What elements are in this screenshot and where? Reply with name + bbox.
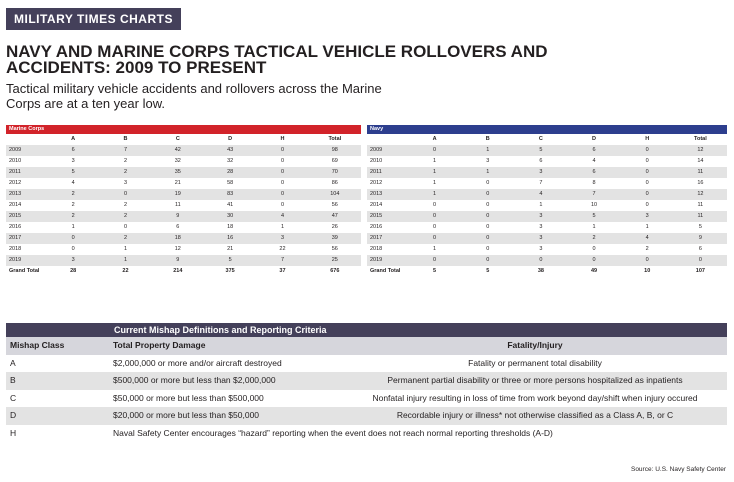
value-cell: 18	[227, 224, 234, 230]
source-note: Source: U.S. Navy Safety Center	[630, 466, 726, 473]
mishap-class-cell: A	[10, 357, 16, 368]
fatality-injury-cell: Recordable injury or illness* not otherwise classified as a Class A, B, or C	[343, 407, 727, 425]
grand-total-cell: 49	[590, 268, 598, 274]
value-cell: 2	[567, 233, 620, 244]
value-cell: 0	[408, 211, 461, 222]
value-cell: 2	[123, 158, 128, 164]
value-cell: 32	[227, 158, 234, 164]
value-cell: 1	[71, 224, 75, 230]
value-cell: 98	[309, 145, 361, 156]
value-cell: 21	[174, 180, 181, 186]
value-cell: 0	[461, 189, 514, 200]
value-cell: 2	[645, 246, 649, 252]
value-cell: 6	[47, 145, 99, 156]
value-cell: 42	[152, 145, 204, 156]
value-cell: 1	[408, 167, 461, 178]
value-cell: 4	[256, 211, 308, 222]
table-row	[6, 178, 361, 189]
value-cell: 86	[331, 180, 338, 186]
definitions-title-bar	[6, 323, 727, 337]
year-cell: 2018	[370, 246, 383, 252]
year-cell: 2011	[6, 167, 47, 178]
table-row	[367, 167, 727, 178]
value-cell: 6	[567, 145, 620, 156]
column-header: B	[485, 136, 490, 142]
value-cell: 19	[152, 189, 204, 200]
mishap-class-cell: D	[6, 407, 113, 425]
definitions-header-row	[6, 337, 727, 355]
value-cell: 0	[621, 145, 674, 156]
value-cell: 7	[99, 145, 151, 156]
year-cell: 2016	[9, 224, 22, 230]
value-cell: 3	[256, 233, 308, 244]
grand-total-row	[367, 266, 727, 277]
value-cell: 11	[174, 202, 181, 208]
definition-row	[6, 407, 727, 425]
value-cell: 0	[461, 211, 514, 222]
header-mishap-class: Mishap Class	[6, 337, 113, 355]
value-cell: 0	[280, 158, 284, 164]
value-cell: 0	[256, 145, 308, 156]
value-cell: 56	[331, 202, 338, 208]
value-cell: 28	[204, 167, 256, 178]
brand-label: MILITARY TIMES CHARTS	[6, 8, 181, 30]
value-cell: 83	[204, 189, 256, 200]
table-row	[367, 178, 727, 189]
value-cell: 0	[514, 255, 567, 266]
mishap-class-cell: B	[6, 372, 113, 390]
column-header: C	[538, 136, 543, 142]
value-cell: 4	[71, 180, 75, 186]
grand-total-cell: 5	[486, 268, 490, 274]
value-cell: 3	[539, 224, 543, 230]
value-cell: 2	[123, 202, 128, 208]
value-cell: 4	[592, 158, 596, 164]
value-cell: 4	[621, 233, 674, 244]
grand-total-label: Grand Total	[9, 268, 40, 274]
table-row	[367, 233, 727, 244]
value-cell: 1	[123, 246, 128, 252]
table-row	[367, 222, 727, 233]
year-cell: 2012	[370, 180, 383, 186]
definitions-section	[6, 323, 727, 442]
value-cell: 5	[567, 211, 620, 222]
marine-corps-header: Marine Corps	[6, 125, 361, 134]
value-cell: 0	[123, 224, 128, 230]
value-cell: 0	[621, 167, 674, 178]
value-cell: 12	[674, 145, 727, 156]
year-cell: 2009	[367, 145, 408, 156]
value-cell: 9	[674, 233, 727, 244]
table-row	[6, 211, 361, 222]
value-cell: 0	[461, 233, 514, 244]
value-cell: 11	[674, 211, 727, 222]
value-cell: 0	[256, 167, 308, 178]
value-cell: 7	[256, 255, 308, 266]
value-cell: 3	[514, 211, 567, 222]
grand-total-cell: 38	[537, 268, 544, 274]
grand-total-cell: 107	[695, 268, 705, 274]
year-cell: 2009	[6, 145, 47, 156]
value-cell: 9	[152, 255, 204, 266]
grand-total-cell: 5	[433, 268, 437, 274]
value-cell: 1	[408, 189, 461, 200]
table-row	[367, 255, 727, 266]
value-cell: 1	[99, 255, 151, 266]
value-cell: 2	[99, 211, 151, 222]
grand-total-cell: 37	[279, 268, 286, 274]
year-cell: 2011	[367, 167, 408, 178]
value-cell: 2	[47, 189, 99, 200]
value-cell: 0	[592, 246, 596, 252]
column-header	[6, 134, 47, 145]
year-cell: 2013	[367, 189, 408, 200]
value-cell: 1	[592, 224, 596, 230]
value-cell: 1	[433, 246, 437, 252]
value-cell: 3	[514, 233, 567, 244]
column-header: A	[432, 136, 437, 142]
grand-total-cell: 28	[70, 268, 77, 274]
value-cell: 0	[47, 233, 99, 244]
column-header: A	[71, 136, 76, 142]
value-cell: 4	[514, 189, 567, 200]
value-cell: 8	[592, 180, 596, 186]
column-header: D	[228, 136, 233, 142]
value-cell: 0	[486, 224, 490, 230]
value-cell: 1	[461, 167, 514, 178]
value-cell: 0	[645, 202, 649, 208]
value-cell: 11	[674, 167, 727, 178]
value-cell: 0	[486, 246, 490, 252]
column-header: D	[592, 136, 597, 142]
table-row	[367, 211, 727, 222]
definition-row-h	[6, 425, 727, 443]
value-cell: 7	[539, 180, 543, 186]
grand-total-cell: 214	[173, 268, 183, 274]
value-cell: 16	[697, 180, 704, 186]
column-header: Total	[328, 136, 342, 142]
value-cell: 9	[152, 211, 204, 222]
value-cell: 5	[514, 145, 567, 156]
year-cell: 2018	[9, 246, 22, 252]
page-title: NAVY AND MARINE CORPS TACTICAL VEHICLE ROLLOVERS AND ACCIDENTS: 2009 TO PRESENT	[6, 42, 548, 77]
value-cell: 6	[539, 158, 543, 164]
value-cell: 3	[47, 255, 99, 266]
navy-table	[367, 134, 727, 277]
fatality-injury-cell: Permanent partial disability or three or more persons hospitalized as inpatients	[343, 372, 727, 390]
value-cell: 0	[621, 255, 674, 266]
value-cell: 3	[514, 167, 567, 178]
value-cell: 3	[71, 158, 75, 164]
value-cell: 0	[674, 255, 727, 266]
value-cell: 0	[256, 189, 308, 200]
value-cell: 6	[176, 224, 180, 230]
value-cell: 0	[280, 202, 284, 208]
table-header-row	[6, 134, 361, 145]
table-row	[367, 145, 727, 156]
year-cell: 2010	[370, 158, 383, 164]
mishap-class-cell: H	[10, 427, 17, 438]
definition-row	[6, 355, 727, 373]
header-property-damage: Total Property Damage	[113, 337, 343, 355]
table-row	[367, 156, 727, 167]
value-cell: 47	[309, 211, 361, 222]
mishap-class-cell: C	[10, 392, 17, 403]
year-cell: 2014	[370, 202, 383, 208]
definition-row	[6, 372, 727, 390]
header-fatality-injury: Fatality/Injury	[343, 337, 727, 355]
value-cell: 25	[309, 255, 361, 266]
year-cell: 2015	[6, 211, 47, 222]
definitions-table	[6, 337, 727, 442]
year-cell: 2012	[9, 180, 22, 186]
value-cell: 0	[567, 255, 620, 266]
value-cell: 41	[227, 202, 234, 208]
table-row	[6, 200, 361, 211]
value-cell: 0	[645, 180, 649, 186]
value-cell: 2	[47, 211, 99, 222]
grand-total-cell: 22	[122, 268, 129, 274]
table-row	[367, 200, 727, 211]
value-cell: 58	[227, 180, 234, 186]
value-cell: 5	[698, 224, 702, 230]
table-row	[6, 189, 361, 200]
column-header: B	[123, 136, 128, 142]
table-row	[367, 189, 727, 200]
value-cell: 56	[331, 246, 338, 252]
value-cell: 0	[433, 202, 437, 208]
grand-total-row	[6, 266, 361, 277]
value-cell: 7	[567, 189, 620, 200]
value-cell: 1	[280, 224, 284, 230]
value-cell: 16	[204, 233, 256, 244]
navy-header: Navy	[367, 125, 727, 134]
year-cell: 2019	[367, 255, 408, 266]
value-cell: 22	[279, 246, 286, 252]
value-cell: 2	[99, 233, 151, 244]
value-cell: 39	[309, 233, 361, 244]
value-cell: 0	[408, 233, 461, 244]
value-cell: 0	[645, 158, 649, 164]
year-cell: 2016	[370, 224, 383, 230]
table-header-row	[367, 134, 727, 145]
value-cell: 2	[99, 167, 151, 178]
value-cell: 70	[309, 167, 361, 178]
value-cell: 1	[539, 202, 543, 208]
table-row	[367, 244, 727, 255]
value-cell: 104	[309, 189, 361, 200]
property-damage-cell: $2,000,000 or more and/or aircraft destroyed	[113, 357, 282, 368]
value-cell: 12	[674, 189, 727, 200]
value-cell: 21	[227, 246, 234, 252]
definitions-body	[6, 355, 727, 443]
table-row	[6, 167, 361, 178]
definition-row	[6, 390, 727, 408]
column-header: H	[645, 136, 650, 142]
property-damage-cell: $20,000 or more but less than $50,000	[113, 407, 343, 425]
value-cell: 11	[697, 202, 704, 208]
table-row	[6, 222, 361, 233]
year-cell: 2013	[6, 189, 47, 200]
value-cell: 3	[486, 158, 490, 164]
value-cell: 5	[47, 167, 99, 178]
value-cell: 0	[408, 255, 461, 266]
value-cell: 18	[152, 233, 204, 244]
value-cell: 1	[433, 158, 437, 164]
year-cell: 2014	[9, 202, 22, 208]
column-header: C	[175, 136, 180, 142]
grand-total-cell: 10	[644, 268, 651, 274]
value-cell: 0	[71, 246, 75, 252]
value-cell: 43	[204, 145, 256, 156]
value-cell: 32	[174, 158, 181, 164]
year-cell: 2015	[367, 211, 408, 222]
value-cell: 10	[590, 202, 598, 208]
grand-total-cell: 375	[225, 268, 235, 274]
value-cell: 0	[408, 145, 461, 156]
value-cell: 2	[71, 202, 75, 208]
table-row	[6, 244, 361, 255]
value-cell: 0	[621, 189, 674, 200]
property-damage-cell: $500,000 or more but less than $2,000,000	[113, 372, 343, 390]
marine-corps-panel	[6, 125, 361, 277]
table-row	[6, 233, 361, 244]
table-row	[6, 255, 361, 266]
hazard-reporting-cell: Naval Safety Center encourages “hazard” reporting when the event does not reach normal reporting thresholds (A-D)	[113, 427, 553, 438]
value-cell: 1	[645, 224, 649, 230]
value-cell: 35	[152, 167, 204, 178]
value-cell: 1	[433, 180, 437, 186]
value-cell: 3	[539, 246, 543, 252]
value-cell: 6	[698, 246, 702, 252]
year-cell: 2017	[367, 233, 408, 244]
column-header: Total	[694, 136, 707, 142]
grand-total-cell: 676	[330, 268, 340, 274]
value-cell: 0	[486, 180, 490, 186]
fatality-injury-cell: Nonfatal injury resulting in loss of time from work beyond day/shift when injury occured	[372, 392, 698, 403]
value-cell: 14	[697, 158, 704, 164]
value-cell: 0	[99, 189, 151, 200]
navy-panel	[367, 125, 727, 277]
value-cell: 12	[174, 246, 181, 252]
value-cell: 3	[621, 211, 674, 222]
value-cell: 3	[123, 180, 128, 186]
value-cell: 0	[433, 224, 437, 230]
marine-corps-table	[6, 134, 361, 277]
value-cell: 6	[567, 167, 620, 178]
table-row	[6, 145, 361, 156]
year-cell: 2019	[6, 255, 47, 266]
value-cell: 5	[204, 255, 256, 266]
table-row	[6, 156, 361, 167]
value-cell: 1	[461, 145, 514, 156]
value-cell: 0	[280, 180, 284, 186]
value-cell: 30	[204, 211, 256, 222]
column-header: H	[280, 136, 285, 142]
column-header	[367, 134, 408, 145]
year-cell: 2017	[6, 233, 47, 244]
value-cell: 26	[331, 224, 338, 230]
value-cell: 0	[461, 255, 514, 266]
definitions-title: Current Mishap Definitions and Reporting Criteria	[114, 325, 327, 335]
value-cell: 0	[486, 202, 490, 208]
property-damage-cell: $50,000 or more but less than $500,000	[113, 392, 264, 403]
year-cell: 2010	[9, 158, 22, 164]
grand-total-label: Grand Total	[370, 268, 401, 274]
value-cell: 69	[331, 158, 338, 164]
page-subtitle: Tactical military vehicle accidents and rollovers across the Marine Corps are at a ten year low.	[6, 81, 382, 111]
fatality-injury-cell: Fatality or permanent total disability	[468, 357, 602, 368]
